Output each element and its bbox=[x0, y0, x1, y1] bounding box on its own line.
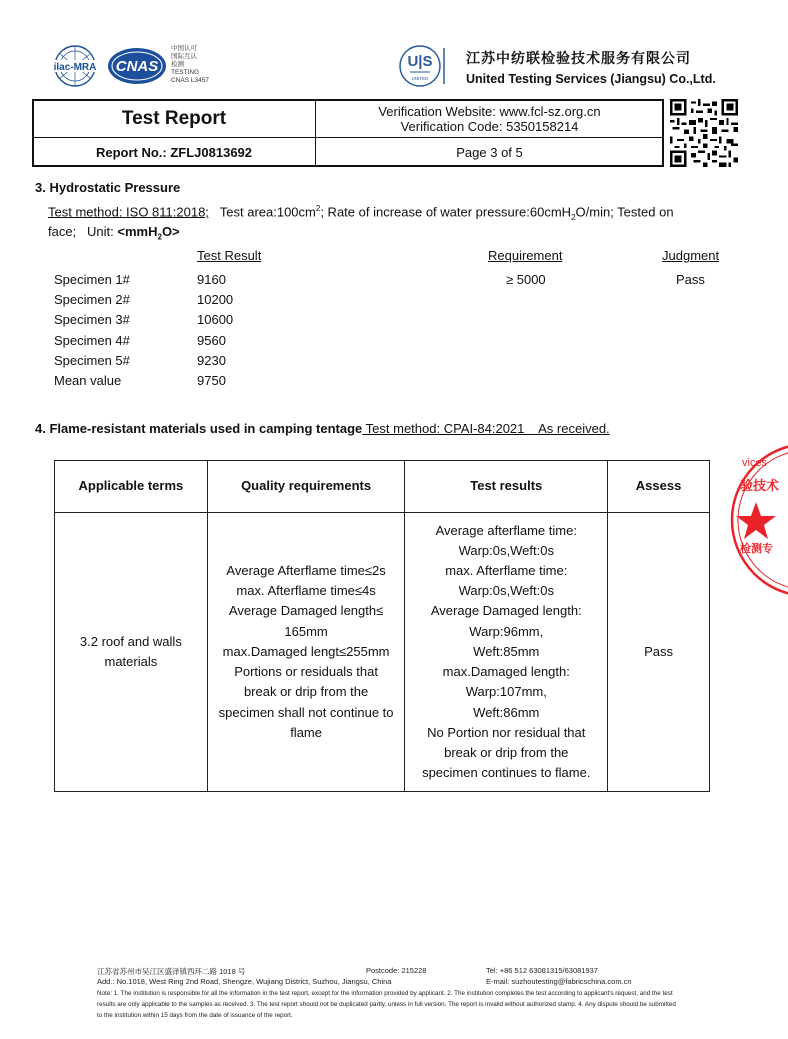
result-line: No Portion nor residual that bbox=[427, 724, 586, 740]
rate-post: O/min; Tested on bbox=[575, 204, 674, 220]
footer-address-en: Add.: No.1018, West Ring 2nd Road, Shengze, Wujiang District, Suzhou, Jiangsu, China bbox=[97, 977, 392, 986]
svg-text:U|S: U|S bbox=[407, 53, 433, 70]
svg-text:UNITED: UNITED bbox=[411, 76, 429, 81]
header-test-results: Test results bbox=[405, 461, 608, 513]
result-line: specimen continues to flame. bbox=[422, 765, 591, 781]
section3-method: Test method: ISO 811:2018; bbox=[48, 204, 209, 220]
applicable-term-cell bbox=[55, 513, 208, 792]
cnas-logo bbox=[106, 44, 168, 88]
unit-value bbox=[117, 224, 180, 242]
company-name-en: United Testing Services (Jiangsu) Co.,Ltd. bbox=[466, 72, 716, 86]
result-line: Warp:0s,Weft:0s bbox=[458, 542, 554, 558]
requirement-value: ≥ 5000 bbox=[506, 272, 546, 287]
col-requirement: Requirement bbox=[488, 248, 563, 263]
specimen-label: Specimen 5# bbox=[54, 353, 130, 368]
table-header-row bbox=[55, 461, 710, 513]
term-line: 3.2 roof and walls bbox=[79, 633, 182, 649]
requirement-line: flame bbox=[290, 724, 322, 740]
requirement-line: 165mm bbox=[284, 623, 328, 639]
company-name-cn: 江苏中纺联检验技术服务有限公司 bbox=[466, 51, 691, 67]
specimen-label: Specimen 2# bbox=[54, 292, 130, 307]
section4-heading bbox=[35, 421, 610, 436]
term-line: materials bbox=[104, 654, 158, 669]
assess-cell: Pass bbox=[608, 513, 710, 792]
face-unit-label: face; Unit: bbox=[48, 224, 118, 239]
rate-sub: 2 bbox=[571, 212, 576, 222]
section4-method: Test method: CPAI-84:2021 As received. bbox=[362, 421, 610, 436]
mean-label: Mean value bbox=[54, 373, 122, 388]
test-results-cell bbox=[405, 513, 608, 792]
flame-results-table bbox=[54, 460, 710, 792]
header-divider-horizontal bbox=[32, 137, 664, 138]
quality-requirements-cell bbox=[207, 513, 405, 792]
result-line: Warp:107mm, bbox=[465, 684, 547, 700]
requirement-line: max.Damaged lengt≤255mm bbox=[222, 643, 390, 659]
stamp-text-top: vices bbox=[742, 457, 768, 469]
result-line: max. Afterflame time: bbox=[445, 563, 568, 579]
result-line: Weft:85mm bbox=[473, 643, 540, 659]
unit-post: O> bbox=[161, 224, 180, 239]
result-line: Weft:86mm bbox=[473, 704, 540, 720]
svg-text:CNAS: CNAS bbox=[115, 58, 159, 75]
footer-note: Note: 1. The institution is responsible for all the information in the test report, except for the information provided by applicant. 2. The institution completes the test according to applicant's request, and the test results are only applicable to the samples as received. 3. The test report should not be duplicated partly, unless in full version. The report is invalid without authorized stamp. 4. Any dispute should be submitted to the institution within 15 days from the date of issuance of the report. bbox=[97, 990, 676, 1019]
specimen-label: Specimen 3# bbox=[54, 312, 130, 327]
unit-pre: <mmH bbox=[117, 224, 158, 239]
specimen-value: 9160 bbox=[197, 272, 226, 287]
requirement-line: break or drip from the bbox=[243, 684, 369, 700]
result-line: max.Damaged length: bbox=[442, 664, 570, 680]
footer-address-cn: 江苏省苏州市吴江区盛泽镇西环二路 1018 号 bbox=[97, 967, 246, 976]
header-quality-requirements: Quality requirements bbox=[207, 461, 405, 513]
result-line: Warp:96mm, bbox=[469, 623, 544, 639]
specimen-value: 10200 bbox=[197, 292, 234, 307]
specimen-label: Specimen 4# bbox=[54, 333, 130, 348]
area-sup: 2 bbox=[315, 204, 321, 213]
table-row bbox=[55, 513, 710, 792]
svg-text:ilac-MRA: ilac-MRA bbox=[53, 62, 97, 73]
verification-website: Verification Website: www.fcl-sz.org.cn bbox=[378, 104, 601, 119]
report-title: Test Report bbox=[121, 107, 227, 129]
requirement-line: max. Afterflame time≤4s bbox=[236, 583, 376, 599]
header-applicable-terms: Applicable terms bbox=[55, 461, 208, 513]
ilac-mra-logo bbox=[48, 44, 102, 88]
section4-title: 4. Flame-resistant materials used in camping tentage bbox=[35, 421, 363, 436]
mean-value: 9750 bbox=[197, 373, 226, 388]
verification-code: Verification Code: 5350158214 bbox=[400, 119, 579, 134]
footer-tel: Tel: +86 512 63081315/63081937 bbox=[486, 966, 598, 975]
cnas-accreditation-note: 中国认可 国际互认 检测 TESTING CNAS L3457 bbox=[171, 45, 209, 84]
uts-logo bbox=[398, 44, 446, 88]
stamp-text-bot: 检测专 bbox=[740, 542, 773, 555]
requirement-line: Average Afterflame time≤2s bbox=[226, 563, 386, 579]
result-line: Average Damaged length: bbox=[430, 603, 582, 619]
section3-title: 3. Hydrostatic Pressure bbox=[35, 180, 181, 195]
unit-sub: 2 bbox=[157, 232, 162, 242]
section3-method-line2 bbox=[48, 224, 180, 242]
footer-email: E-mail: suzhoutesting@fabricschina.com.cn bbox=[486, 977, 632, 986]
requirement-line: Portions or residuals that bbox=[234, 664, 378, 680]
qr-code bbox=[670, 99, 738, 167]
judgment-value: Pass bbox=[676, 272, 705, 287]
col-test-result: Test Result bbox=[197, 248, 262, 263]
specimen-value: 10600 bbox=[197, 312, 234, 327]
page-number: Page 3 of 5 bbox=[456, 145, 523, 160]
verification-info bbox=[317, 101, 662, 137]
specimen-value: 9560 bbox=[197, 333, 226, 348]
footer-postcode: Postcode: 215228 bbox=[366, 966, 427, 975]
specimen-value: 9230 bbox=[197, 353, 226, 368]
result-line: break or drip from the bbox=[444, 744, 569, 760]
header-divider-vertical bbox=[315, 99, 316, 167]
requirement-line: specimen shall not continue to bbox=[218, 704, 394, 720]
stamp-text-mid: 验技术 bbox=[740, 479, 780, 494]
requirement-line: Average Damaged length≤ bbox=[228, 603, 384, 619]
red-stamp bbox=[728, 440, 788, 600]
col-judgment: Judgment bbox=[662, 248, 720, 263]
specimen-label: Specimen 1# bbox=[54, 272, 130, 287]
header-assess: Assess bbox=[608, 461, 710, 513]
test-area: Test area:100cm bbox=[219, 204, 316, 220]
report-number: Report No.: ZFLJ0813692 bbox=[95, 145, 253, 160]
rate-text: ; Rate of increase of water pressure:60cmH bbox=[320, 204, 572, 220]
result-line: Average afterflame time: bbox=[435, 522, 577, 538]
result-line: Warp:0s,Weft:0s bbox=[458, 583, 554, 599]
section3-method-line1 bbox=[48, 204, 674, 222]
